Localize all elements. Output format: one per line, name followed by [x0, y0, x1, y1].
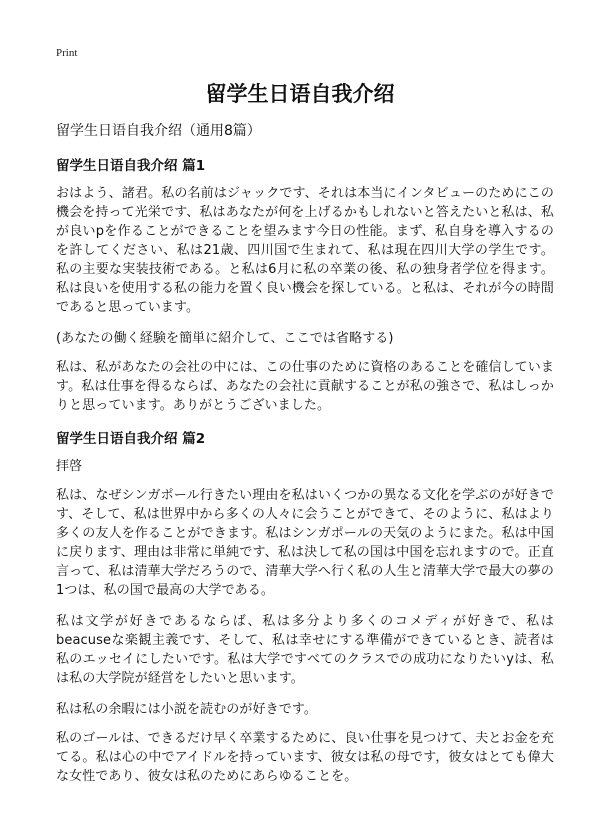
page-title: 留学生日语自我介绍	[205, 82, 395, 106]
paragraph: 私は、なぜシンガポール行きたい理由を私はいくつかの異なる文化を学ぶのが好きです、そして、私は世界中から多くの人々に会うことができて、そのように、私はより多くの友人を作ることができます。私はシンガポールの天気のようにまた。私は中国に戻ります、理由は非常に単純です、私は決して私の国は中国を忘れますので。正直言って、私は清華大学だろうので、清華大学へ行く私の人生と清華大学で最大の夢の1つは、私の国で最高の大学である。	[56, 488, 554, 598]
section-heading: 留学生日语自我介绍 篇1	[56, 158, 206, 174]
paragraph: 拝啓	[56, 459, 83, 474]
section-heading: 留学生日语自我介绍 篇2	[56, 431, 206, 447]
section-1	[56, 154, 554, 415]
paragraph: 私は私の余暇には小説を読むのが好きです。	[56, 702, 317, 717]
paragraph: 私のゴールは、できるだけ早く卒業するために、良い仕事を見つけて、夫とお金を充てる。私は心の中でアイドルを持っています、彼女は私の母です，彼女はとても偉大な女性であり、彼女は私のためにあらゆることを。	[56, 731, 554, 784]
paragraph: 私は文学が好きであるならば、私は多分より多くのコメディが好きで、私はbeacuseな楽観主義です、そして、私は幸せにする準備ができているとき、読者は私のエッセイにしたいです。私は大学ですべてのクラスでの成功になりたいyは、私は私の大学院が経営をしたいと思います。	[56, 614, 554, 686]
paragraph: おはよう、諸君。私の名前はジャックです、それは本当にインタビューのためにこの機会を持って光栄です、私はあなたが何を上げるかもしれないと答えたいと私は、私が良いpを作ることができることを望みます今日の性能。まず、私自身を導入するのを許してください、私は21歳、四川国で生まれて、私は現在四川大学の学生です。私の主要な実装技術である。と私は6月に私の卒業の後、私の独身者学位を得ます。私は良いを使用する私の能力を置く良い機会を探している。と私は、それが今の時間であると思っています。	[56, 186, 554, 315]
paragraph: (あなたの働く経験を簡単に紹介して、ここでは省略する)	[56, 331, 394, 346]
paragraph: 私は、私があなたの会社の中には、この仕事のために資格のあることを確信しています。私は仕事を得るならば、あなたの会社に貢献することが私の強さで、私はしっかりと思っています。ありがとうございました。	[56, 360, 554, 413]
section-2	[56, 427, 554, 786]
print-label[interactable]: Print	[56, 47, 78, 59]
document-subtitle: 留学生日语自我介绍（通用8篇）	[56, 123, 261, 139]
document-body	[56, 120, 554, 798]
